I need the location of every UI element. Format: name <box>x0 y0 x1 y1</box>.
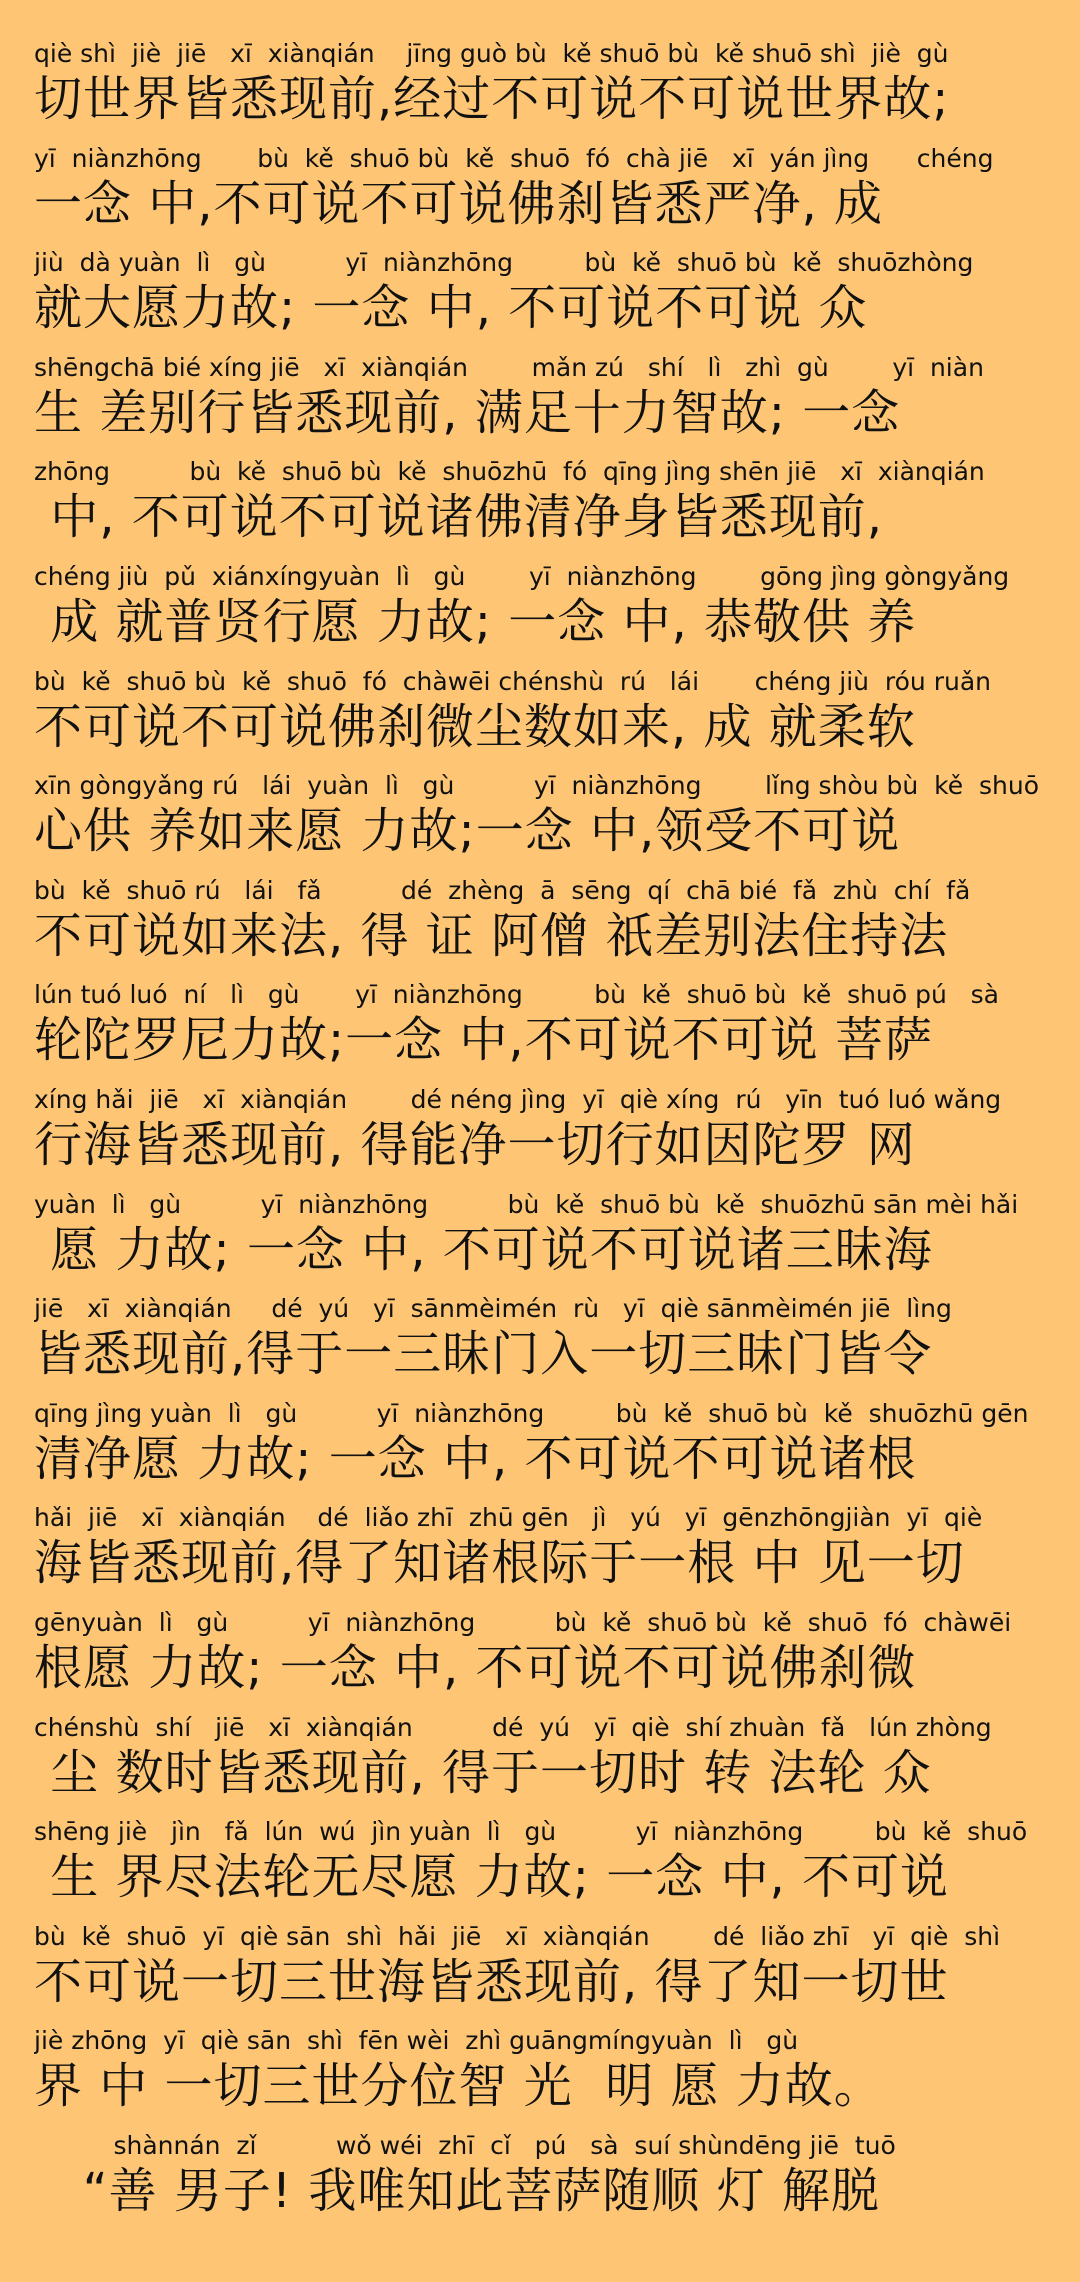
hanzi-text: 尘 数时皆悉现前, 得于一切时 转 法轮 众 <box>34 1744 932 1801</box>
hanzi-text: 不可说如来法, 得 证 阿僧 祇差别法住持法 <box>34 907 949 964</box>
pinyin-text: bù kě shuō bù kě shuō fó chàwēi chénshù rú lái chéng jiù róu ruǎn <box>34 667 992 696</box>
hanzi-text: 皆悉现前,得于一三昧门入一切三昧门皆令 <box>34 1326 933 1383</box>
verse-line <box>34 772 1046 877</box>
pinyin-text: hǎi jiē xī xiànqián dé liǎo zhī zhū gēn jì yú yī gēnzhōngjiàn yī qiè <box>34 1504 983 1533</box>
hanzi-text: 清净愿 力故; 一念 中, 不可说不可说诸根 <box>34 1430 917 1487</box>
verse-line <box>34 145 1046 250</box>
verse-line <box>34 2027 1046 2132</box>
pinyin-text: jiē xī xiànqián dé yú yī sānmèimén rù yī qiè sānmèimén jiē lìng <box>34 1295 952 1324</box>
pinyin-text: yī niànzhōng bù kě shuō bù kě shuō fó chà jiē xī yán jìng chéng <box>34 144 994 173</box>
pinyin-text: gēnyuàn lì gù yī niànzhōng bù kě shuō bù kě shuō fó chàwēi <box>34 1608 1012 1637</box>
hanzi-text: 轮陀罗尼力故;一念 中,不可说不可说 菩萨 <box>34 1012 933 1069</box>
hanzi-text: 不可说不可说佛刹微尘数如来, 成 就柔软 <box>34 698 916 755</box>
verse-line <box>34 1400 1046 1505</box>
verse-line <box>34 1086 1046 1191</box>
hanzi-text: 行海皆悉现前, 得能净一切行如因陀罗 网 <box>34 1116 916 1173</box>
verse-line <box>34 877 1046 982</box>
verse-line <box>34 1191 1046 1296</box>
pinyin-text: chéng jiù pǔ xiánxíngyuàn lì gù yī niànzhōng gōng jìng gòngyǎng <box>34 562 1010 591</box>
verse-line <box>34 1295 1046 1400</box>
verse-line <box>34 354 1046 459</box>
pinyin-text: bù kě shuō rú lái fǎ dé zhèng ā sēng qí chā bié fǎ zhù chí fǎ <box>34 876 971 905</box>
verse-line <box>34 981 1046 1086</box>
pinyin-text: shànnán zǐ wǒ wéi zhī cǐ pú sà suí shùndēng jiē tuō <box>34 2131 896 2160</box>
verse-line <box>34 1609 1046 1714</box>
hanzi-text: 就大愿力故; 一念 中, 不可说不可说 众 <box>34 280 868 337</box>
pinyin-text: zhōng bù kě shuō bù kě shuōzhū fó qīng jìng shēn jiē xī xiànqián <box>34 458 985 487</box>
hanzi-text: 中, 不可说不可说诸佛清净身皆悉现前, <box>34 489 884 546</box>
verse-line <box>34 249 1046 354</box>
verse-line <box>34 1504 1046 1609</box>
hanzi-text: 成 就普贤行愿 力故; 一念 中, 恭敬供 养 <box>34 593 917 650</box>
pinyin-text: jiù dà yuàn lì gù yī niànzhōng bù kě shuō bù kě shuōzhòng <box>34 249 974 278</box>
hanzi-text: 生 界尽法轮无尽愿 力故; 一念 中, 不可说 <box>34 1849 949 1906</box>
pinyin-text: bù kě shuō yī qiè sān shì hǎi jiē xī xiànqián dé liǎo zhī yī qiè shì <box>34 1922 1001 1951</box>
hanzi-text: 根愿 力故; 一念 中, 不可说不可说佛刹微 <box>34 1639 917 1696</box>
hanzi-text: 愿 力故; 一念 中, 不可说不可说诸三昧海 <box>34 1221 933 1278</box>
verse-line <box>34 668 1046 773</box>
hanzi-text: 一念 中,不可说不可说佛刹皆悉严净, 成 <box>34 175 884 232</box>
hanzi-text: 切世界皆悉现前,经过不可说不可说世界故; <box>34 71 950 127</box>
hanzi-text: “善 男子! 我唯知此菩萨随顺 灯 解脱 <box>34 2162 880 2219</box>
pinyin-text: xíng hǎi jiē xī xiànqián dé néng jìng yī qiè xíng rú yīn tuó luó wǎng <box>34 1085 1002 1114</box>
pinyin-text: xīn gòngyǎng rú lái yuàn lì gù yī niànzhōng lǐng shòu bù kě shuō <box>34 772 1039 801</box>
hanzi-text: 生 差别行皆悉现前, 满足十力智故; 一念 <box>34 384 901 441</box>
verse-line <box>34 40 1046 145</box>
pinyin-text: jiè zhōng yī qiè sān shì fēn wèi zhì guāngmíngyuàn lì gù <box>34 2027 799 2056</box>
verse-line <box>34 1818 1046 1923</box>
verse-line <box>34 563 1046 668</box>
hanzi-text: 心供 养如来愿 力故;一念 中,领受不可说 <box>34 803 901 860</box>
verse-line <box>34 2132 1046 2237</box>
verse-line <box>34 1714 1046 1819</box>
pinyin-text: chénshù shí jiē xī xiànqián dé yú yī qiè shí zhuàn fǎ lún zhòng <box>34 1713 992 1742</box>
verse-line <box>34 1923 1046 2028</box>
pinyin-text: lún tuó luó ní lì gù yī niànzhōng bù kě shuō bù kě shuō pú sà <box>34 981 999 1010</box>
hanzi-text: 界 中 一切三世分位智 光 明 愿 力故。 <box>34 2058 883 2115</box>
verse-line <box>34 458 1046 563</box>
pinyin-text: qīng jìng yuàn lì gù yī niànzhōng bù kě shuō bù kě shuōzhū gēn <box>34 1399 1029 1428</box>
hanzi-text: 海皆悉现前,得了知诸根际于一根 中 见一切 <box>34 1535 965 1592</box>
pinyin-text: yuàn lì gù yī niànzhōng bù kě shuō bù kě shuōzhū sān mèi hǎi <box>34 1190 1019 1219</box>
hanzi-text: 不可说一切三世海皆悉现前, 得了知一切世 <box>34 1953 949 2010</box>
pinyin-text: shēngchā bié xíng jiē xī xiànqián mǎn zú shí lì zhì gù yī niàn <box>34 353 984 382</box>
pinyin-text: shēng jiè jìn fǎ lún wú jìn yuàn lì gù yī niànzhōng bù kě shuō <box>34 1818 1028 1847</box>
pinyin-text: qiè shì jiè jiē xī xiànqián jīng guò bù kě shuō bù kě shuō shì jiè gù <box>34 40 949 68</box>
